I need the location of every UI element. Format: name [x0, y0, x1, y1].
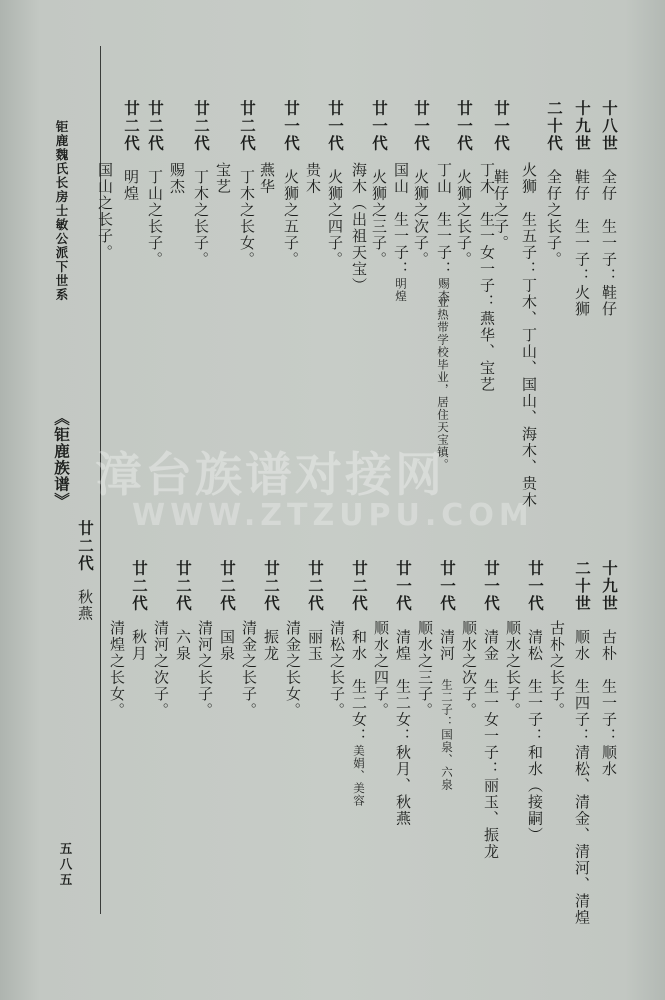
generation-label: 廿二代 [218, 560, 237, 613]
generation-label: 廿一代 [482, 560, 501, 613]
upper-col-14 [326, 100, 344, 268]
watermark-url: WWW.ZTZUPU.COM [132, 498, 534, 533]
upper-col-17 [258, 162, 276, 195]
biography-note: 亚热带学校毕业，居住天宝镇。 [436, 296, 450, 471]
lineage-note: 清金之长子。 [240, 620, 258, 719]
person-name: 鞋仔 [573, 169, 591, 202]
lower-col-23 [108, 620, 126, 719]
watermark-text: 漳台族谱对接网 [95, 448, 445, 503]
person-name: 贵木 [304, 162, 322, 195]
upper-col-24 [96, 162, 114, 261]
lower-col-17 [240, 620, 258, 719]
generation-label: 二十代 [545, 100, 564, 153]
page-number: 五八五 [58, 842, 73, 889]
upper-col-7 [455, 100, 473, 268]
person-name: 秋月 [130, 629, 148, 662]
children-names: 丁木、丁山、国山、海木、贵木 [520, 277, 538, 509]
lineage-note: 全仔之长子。 [545, 169, 563, 268]
generation-label: 廿二代 [192, 100, 211, 153]
generation-label: 廿二代 [262, 560, 281, 613]
generation-label: 廿一代 [394, 560, 413, 613]
generation-label: 廿一代 [370, 100, 389, 153]
person-name: 燕华 [258, 162, 276, 195]
person-name: 秋燕 [76, 589, 94, 622]
lineage-note: 火狮之三子。 [370, 169, 388, 268]
upper-col-21 [168, 162, 186, 195]
generation-label: 廿一代 [326, 100, 345, 153]
children-count: 生五子： [520, 211, 538, 278]
generation-label: 十九世 [600, 560, 619, 613]
upper-col-9 [434, 296, 452, 471]
upper-col-11 [392, 162, 410, 303]
children-names: 明煌 [394, 277, 408, 303]
upper-col-23 [122, 100, 140, 202]
generation-label: 廿一代 [412, 100, 431, 153]
upper-col-10 [412, 100, 430, 268]
upper-col-12 [370, 100, 388, 268]
person-name: 明煌 [122, 169, 140, 202]
person-name: 宝艺 [214, 162, 232, 195]
lower-col-22 [130, 560, 148, 662]
person-name: 振龙 [262, 629, 280, 662]
lower-col-6 [482, 560, 500, 860]
generation-label: 廿一代 [282, 100, 301, 153]
children-names: 赐杰 [437, 277, 451, 303]
children-count: 生二女： [394, 678, 412, 745]
lower-col-2 [573, 560, 591, 926]
children-names: 鞋仔 [600, 284, 618, 318]
children-count: 生一子： [392, 211, 410, 278]
children-names: 清松、清金、清河、清煌 [573, 744, 591, 926]
lower-col-24 [76, 520, 94, 622]
children-count: 生一子： [573, 218, 591, 285]
lineage-note: 鞋仔之子。 [492, 169, 510, 252]
upper-col-15 [304, 162, 322, 195]
upper-col-3 [545, 100, 563, 268]
person-name: 和水 [350, 629, 368, 662]
person-name: 国泉 [218, 629, 236, 662]
lineage-note: 顺水之长子。 [504, 620, 522, 719]
lower-col-11 [372, 620, 390, 719]
lower-col-16 [262, 560, 280, 662]
upper-col-19 [214, 162, 232, 195]
lower-col-4 [526, 560, 544, 844]
lower-col-5 [504, 620, 522, 719]
running-title: 钜鹿魏氏长房士敏公派下世系 [54, 120, 69, 302]
lineage-note: 顺水之次子。 [460, 620, 478, 719]
person-name: 古朴 [600, 629, 618, 662]
lower-col-15 [284, 620, 302, 719]
lower-col-7 [460, 620, 478, 719]
generation-label: 廿二代 [146, 100, 165, 153]
person-name: 清河 [438, 629, 456, 662]
book-title: 《钜鹿族谱》 [52, 410, 71, 509]
lineage-note: 清煌之长女。 [108, 620, 126, 719]
person-name: 清松 [526, 629, 544, 662]
generation-label: 二十世 [573, 560, 592, 613]
children-count: 生二女： [350, 678, 368, 745]
lower-col-14 [306, 560, 324, 662]
generation-label: 廿二代 [122, 100, 141, 153]
person-name: 六泉 [174, 629, 192, 662]
person-name: 全仔 [600, 169, 618, 202]
lower-col-3 [548, 620, 566, 719]
person-name: 赐杰 [168, 162, 186, 195]
person-name: 丁木 [478, 162, 496, 195]
lower-col-8 [438, 560, 456, 791]
lineage-note: 顺水之四子。 [372, 620, 390, 719]
lower-col-1 [600, 560, 618, 778]
lower-col-9 [416, 620, 434, 719]
generation-label: 廿二代 [174, 560, 193, 613]
children-names: 燕华、宝艺 [478, 310, 496, 393]
lineage-note: 火狮之次子。 [412, 169, 430, 268]
children-count: 生一子： [600, 218, 618, 285]
upper-col-4 [520, 162, 538, 509]
lineage-note: 顺水之三子。 [416, 620, 434, 719]
generation-label: 廿二代 [238, 100, 257, 153]
children-count: 生二子： [440, 678, 454, 729]
upper-col-13 [350, 162, 368, 294]
lineage-note: 清金之长女。 [284, 620, 302, 719]
person-name: 清金 [482, 629, 500, 662]
generation-label: 十八世 [600, 100, 619, 153]
lineage-note: 清河之次子。 [152, 620, 170, 719]
children-names: 和水（接嗣） [526, 744, 544, 844]
generation-label: 廿二代 [350, 560, 369, 613]
generation-label: 廿二代 [76, 520, 95, 573]
lower-col-18 [218, 560, 236, 662]
person-name: 丽玉 [306, 629, 324, 662]
lineage-note: 火狮之四子。 [326, 169, 344, 268]
upper-col-6 [478, 162, 496, 393]
person-name: 清煌 [394, 629, 412, 662]
children-names: 顺水 [600, 744, 618, 778]
children-names: 丽玉、振龙 [482, 777, 500, 860]
children-count: 生一女一子： [482, 678, 500, 778]
lower-col-19 [196, 620, 214, 719]
lower-col-21 [152, 620, 170, 719]
children-count: 生一子： [526, 678, 544, 745]
person-name: 顺水 [573, 629, 591, 662]
upper-col-16 [282, 100, 300, 268]
lineage-note: 清松之长子。 [328, 620, 346, 719]
upper-col-22 [146, 100, 164, 268]
children-names: 火狮 [573, 284, 591, 318]
lower-col-10 [394, 560, 412, 827]
lower-col-20 [174, 560, 192, 662]
generation-label: 廿一代 [492, 100, 511, 153]
children-count: 生一子： [600, 678, 618, 745]
generation-label: 廿一代 [438, 560, 457, 613]
lower-col-13 [328, 620, 346, 719]
upper-col-8 [435, 162, 453, 303]
lineage-note: 清河之长子。 [196, 620, 214, 719]
children-names: 国泉、六泉 [440, 728, 454, 791]
lineage-note: 火狮之长子。 [455, 169, 473, 268]
children-names: 秋月、秋燕 [394, 744, 412, 827]
lineage-note: 古朴之长子。 [548, 620, 566, 719]
children-count: 生一女一子： [478, 211, 496, 311]
generation-label: 廿一代 [526, 560, 545, 613]
children-count: 生一子： [435, 211, 453, 278]
person-name: 国山 [392, 162, 410, 195]
lineage-note: 火狮之五子。 [282, 169, 300, 268]
person-name: 海木（出祖天宝） [350, 162, 368, 294]
upper-col-2 [573, 100, 591, 318]
person-name: 丁山 [435, 162, 453, 195]
lineage-note: 丁木之长女。 [238, 169, 256, 268]
generation-label: 廿二代 [306, 560, 325, 613]
upper-col-20 [192, 100, 210, 268]
person-name: 火狮 [520, 162, 538, 195]
upper-col-1 [600, 100, 618, 318]
lineage-note: 国山之长子。 [96, 162, 114, 261]
generation-label: 廿一代 [455, 100, 474, 153]
lineage-note: 丁山之长子。 [146, 169, 164, 268]
lower-col-12 [350, 560, 368, 807]
generation-label: 十九世 [573, 100, 592, 153]
lineage-note: 丁木之长子。 [192, 169, 210, 268]
children-count: 生四子： [573, 678, 591, 745]
children-names: 美娟、美容 [352, 744, 366, 807]
generation-label: 廿二代 [130, 560, 149, 613]
upper-col-18 [238, 100, 256, 268]
